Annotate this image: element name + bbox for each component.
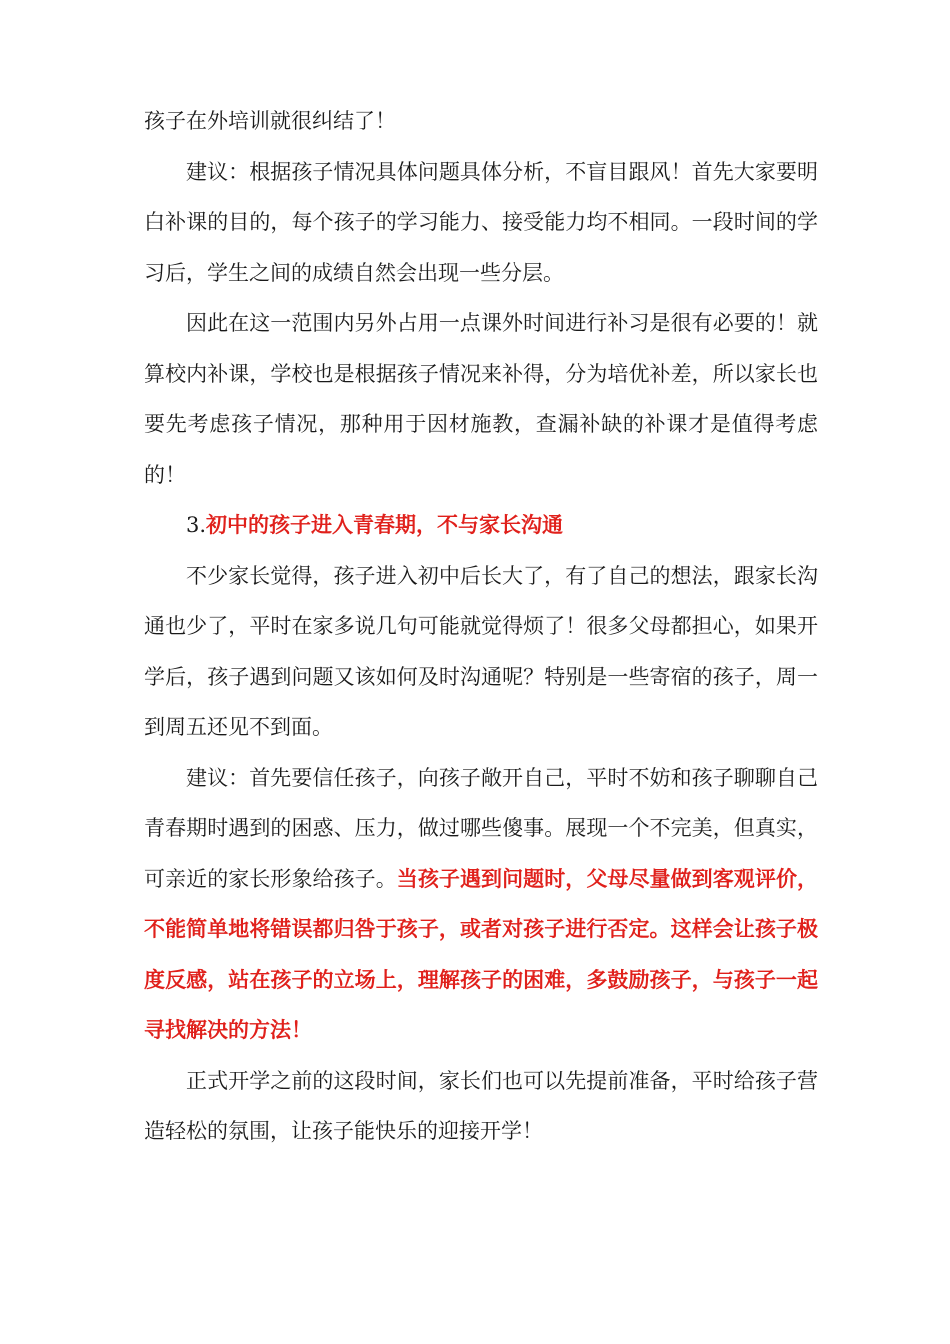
section-heading-3: [144, 500, 818, 551]
paragraph-closing: 正式开学之前的这段时间，家长们也可以先提前准备，平时给孩子营造轻松的氛围，让孩子能快乐的迎接开学！: [144, 1068, 818, 1143]
document-page: [144, 96, 818, 1157]
paragraph-problem-3: 不少家长觉得，孩子进入初中后长大了，有了自己的想法，跟家长沟通也少了，平时在家多说几句可能就觉得烦了！很多父母都担心，如果开学后，孩子遇到问题又该如何及时沟通呢？特别是一些寄宿的孩子，周一到周五还见不到面。: [144, 563, 818, 739]
paragraph-advice-1: 建议：根据孩子情况具体问题具体分析，不盲目跟风！首先大家要明白补课的目的，每个孩子的学习能力、接受能力均不相同。一段时间的学习后，学生之间的成绩自然会出现一些分层。: [144, 159, 818, 285]
paragraph-continuation: 孩子在外培训就很纠结了！: [144, 109, 396, 133]
advice-highlight-text: 当孩子遇到问题时，父母尽量做到客观评价，不能简单地将错误都归咎于孩子，或者对孩子进行否定。这样会让孩子极度反感，站在孩子的立场上，理解孩子的困难，多鼓励孩子，与孩子一起寻找解决的方法！: [144, 865, 819, 1042]
paragraph-advice-1-continued: 因此在这一范围内另外占用一点课外时间进行补习是很有必要的！就算校内补课，学校也是根据孩子情况来补得，分为培优补差，所以家长也要先考虑孩子情况，那种用于因材施教，查漏补缺的补课才是值得考虑的！: [144, 311, 818, 487]
section-heading-text: 初中的孩子进入青春期，不与家长沟通: [206, 512, 564, 537]
advice-normal-text: 建议：首先要信任孩子，向孩子敞开自己，平时不妨和孩子聊聊自己青春期时遇到的困惑、压力，做过哪些傻事。展现一个不完美，但真实，可亲近的家长形象给孩子。: [144, 765, 818, 891]
section-number: 3.: [186, 513, 207, 537]
paragraph-advice-3: [144, 753, 818, 1056]
